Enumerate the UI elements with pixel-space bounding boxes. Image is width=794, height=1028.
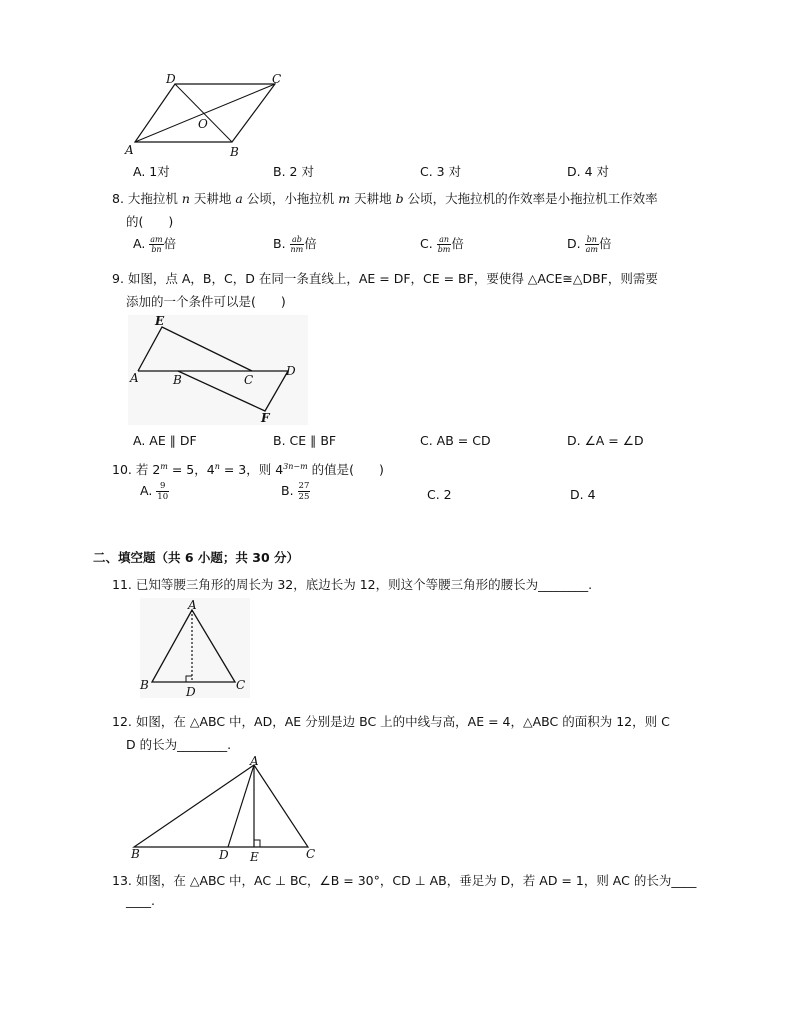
q8-option-c-num: an	[437, 235, 452, 245]
q7-option-a[interactable]: A. 1对	[133, 164, 170, 179]
q8-option-b-suffix: 倍	[304, 236, 317, 251]
q11-label-d: D	[186, 685, 196, 699]
q10-option-c[interactable]: C. 2	[427, 487, 452, 502]
q8-text-mid2: 公顷，小拖拉机	[242, 191, 339, 206]
q7-label-o: O	[198, 117, 208, 131]
q8-option-d[interactable]	[567, 234, 611, 254]
q7-label-a: A	[125, 143, 134, 157]
q9-option-b[interactable]: B. CE ∥ BF	[273, 433, 337, 448]
q9-label-c: C	[244, 373, 254, 387]
q8-option-c-fraction	[437, 235, 452, 254]
q11-label-a: A	[188, 598, 197, 612]
q8-option-b-fraction	[290, 235, 305, 254]
q8-text-pre: 8. 大拖拉机	[112, 191, 182, 206]
q7-parallelogram-figure	[125, 72, 295, 157]
q10-option-b[interactable]	[281, 481, 310, 502]
q8-option-a-num: am	[150, 235, 163, 244]
q10-option-a-label: A.	[140, 483, 157, 498]
q7-label-b: B	[230, 145, 239, 159]
q8-var-n: n	[181, 191, 190, 206]
q8-text-mid1: 天耕地	[189, 191, 236, 206]
q9-question-line1: 9. 如图，点 A，B，C，D 在同一条直线上，AE = DF，CE = BF，要使得 △ACE≅△DBF，则需要	[112, 271, 658, 286]
q8-option-b[interactable]	[273, 234, 317, 254]
q9-label-b: B	[173, 373, 182, 387]
q7-label-d: D	[166, 72, 176, 86]
q9-label-e: E	[155, 314, 165, 328]
q11-label-c: C	[236, 678, 246, 692]
q8-option-a[interactable]	[133, 234, 176, 254]
q8-var-m: m	[338, 191, 351, 206]
q8-option-c-den: bm	[437, 245, 451, 254]
q10-option-a-num: 9	[156, 481, 169, 492]
q8-option-c-label: C.	[420, 236, 437, 251]
section-title-fill-in: 二、填空题（共 6 小题；共 30 分）	[93, 550, 300, 565]
q8-option-d-fraction	[585, 235, 599, 254]
q12-label-a: A	[250, 754, 259, 768]
q10-text-pre: 10. 若 2	[112, 462, 161, 477]
q9-option-c[interactable]: C. AB = CD	[420, 433, 491, 448]
q9-label-f: F	[261, 411, 270, 425]
q8-option-b-label: B.	[273, 236, 290, 251]
q8-var-a: a	[235, 191, 243, 206]
q10-text-mid2: = 3，则 4	[219, 462, 284, 477]
q9-option-a[interactable]: A. AE ∥ DF	[133, 433, 197, 448]
q7-option-d[interactable]: D. 4 对	[567, 164, 609, 179]
q9-label-d: D	[286, 364, 296, 378]
q10-option-b-label: B.	[281, 483, 298, 498]
q10-exp-n: n	[214, 461, 220, 471]
q8-option-a-den: bn	[151, 245, 162, 254]
q8-option-b-den: nm	[290, 245, 304, 254]
q8-question-line1	[112, 189, 658, 207]
q7-option-b[interactable]: B. 2 对	[273, 164, 314, 179]
q10-text-mid1: = 5，4	[167, 462, 215, 477]
q8-option-a-label: A.	[133, 236, 150, 251]
q8-text-post: 公顷，大拖拉机的作效率是小拖拉机工作效率	[403, 191, 658, 206]
q10-exp-m: m	[160, 461, 168, 471]
q13-question-line1: 13. 如图，在 △ABC 中，AC ⊥ BC，∠B = 30°，CD ⊥ AB，垂足为 D，若 AD = 1，则 AC 的长为____	[112, 873, 697, 888]
q8-option-d-num: bn	[585, 235, 599, 245]
q12-label-b: B	[131, 847, 140, 861]
q11-isosceles-triangle-figure	[140, 598, 250, 698]
q9-triangles-figure	[128, 315, 308, 425]
q7-option-c[interactable]: C. 3 对	[420, 164, 462, 179]
q12-question-line1: 12. 如图，在 △ABC 中，AD，AE 分别是边 BC 上的中线与高，AE = 4，△ABC 的面积为 12，则 C	[112, 714, 670, 729]
q10-option-b-num: 27	[298, 481, 310, 491]
q12-label-e: E	[250, 850, 259, 864]
q12-label-c: C	[306, 847, 316, 861]
q11-question: 11. 已知等腰三角形的周长为 32，底边长为 12，则这个等腰三角形的腰长为________.	[112, 577, 593, 592]
q10-option-d[interactable]: D. 4	[570, 487, 596, 502]
q8-option-d-suffix: 倍	[598, 236, 612, 251]
q8-var-b: b	[395, 191, 404, 206]
q9-option-d[interactable]: D. ∠A = ∠D	[567, 433, 644, 448]
q10-option-b-fraction	[298, 481, 311, 502]
q9-label-a: A	[130, 371, 139, 385]
q12-label-d: D	[219, 848, 229, 862]
q8-text-mid3: 天耕地	[350, 191, 396, 206]
q8-option-d-den: am	[585, 245, 598, 254]
q9-question-line2: 添加的一个条件可以是( )	[126, 294, 286, 309]
q13-question-line2: ____.	[126, 893, 155, 908]
q8-option-c[interactable]	[420, 234, 464, 254]
q8-option-b-num: ab	[290, 235, 305, 245]
q7-label-c: C	[272, 72, 282, 86]
q12-question-line2: D 的长为________.	[126, 737, 232, 752]
q8-question-line2: 的( )	[126, 214, 174, 229]
q10-option-a[interactable]	[140, 481, 169, 502]
q10-exp-3n-m: 3n−m	[283, 461, 308, 471]
q10-text-post: 的值是( )	[307, 462, 384, 477]
q11-label-b: B	[140, 678, 149, 692]
q10-question	[112, 460, 384, 478]
q8-option-a-fraction	[149, 235, 163, 254]
q12-triangle-figure	[128, 755, 328, 855]
q8-option-d-label: D.	[567, 236, 585, 251]
q10-option-a-den: 10	[157, 492, 169, 502]
q10-option-b-den: 25	[298, 492, 310, 502]
q8-option-a-suffix: 倍	[163, 236, 177, 251]
q10-option-a-fraction	[156, 481, 169, 502]
q8-option-c-suffix: 倍	[451, 236, 464, 251]
